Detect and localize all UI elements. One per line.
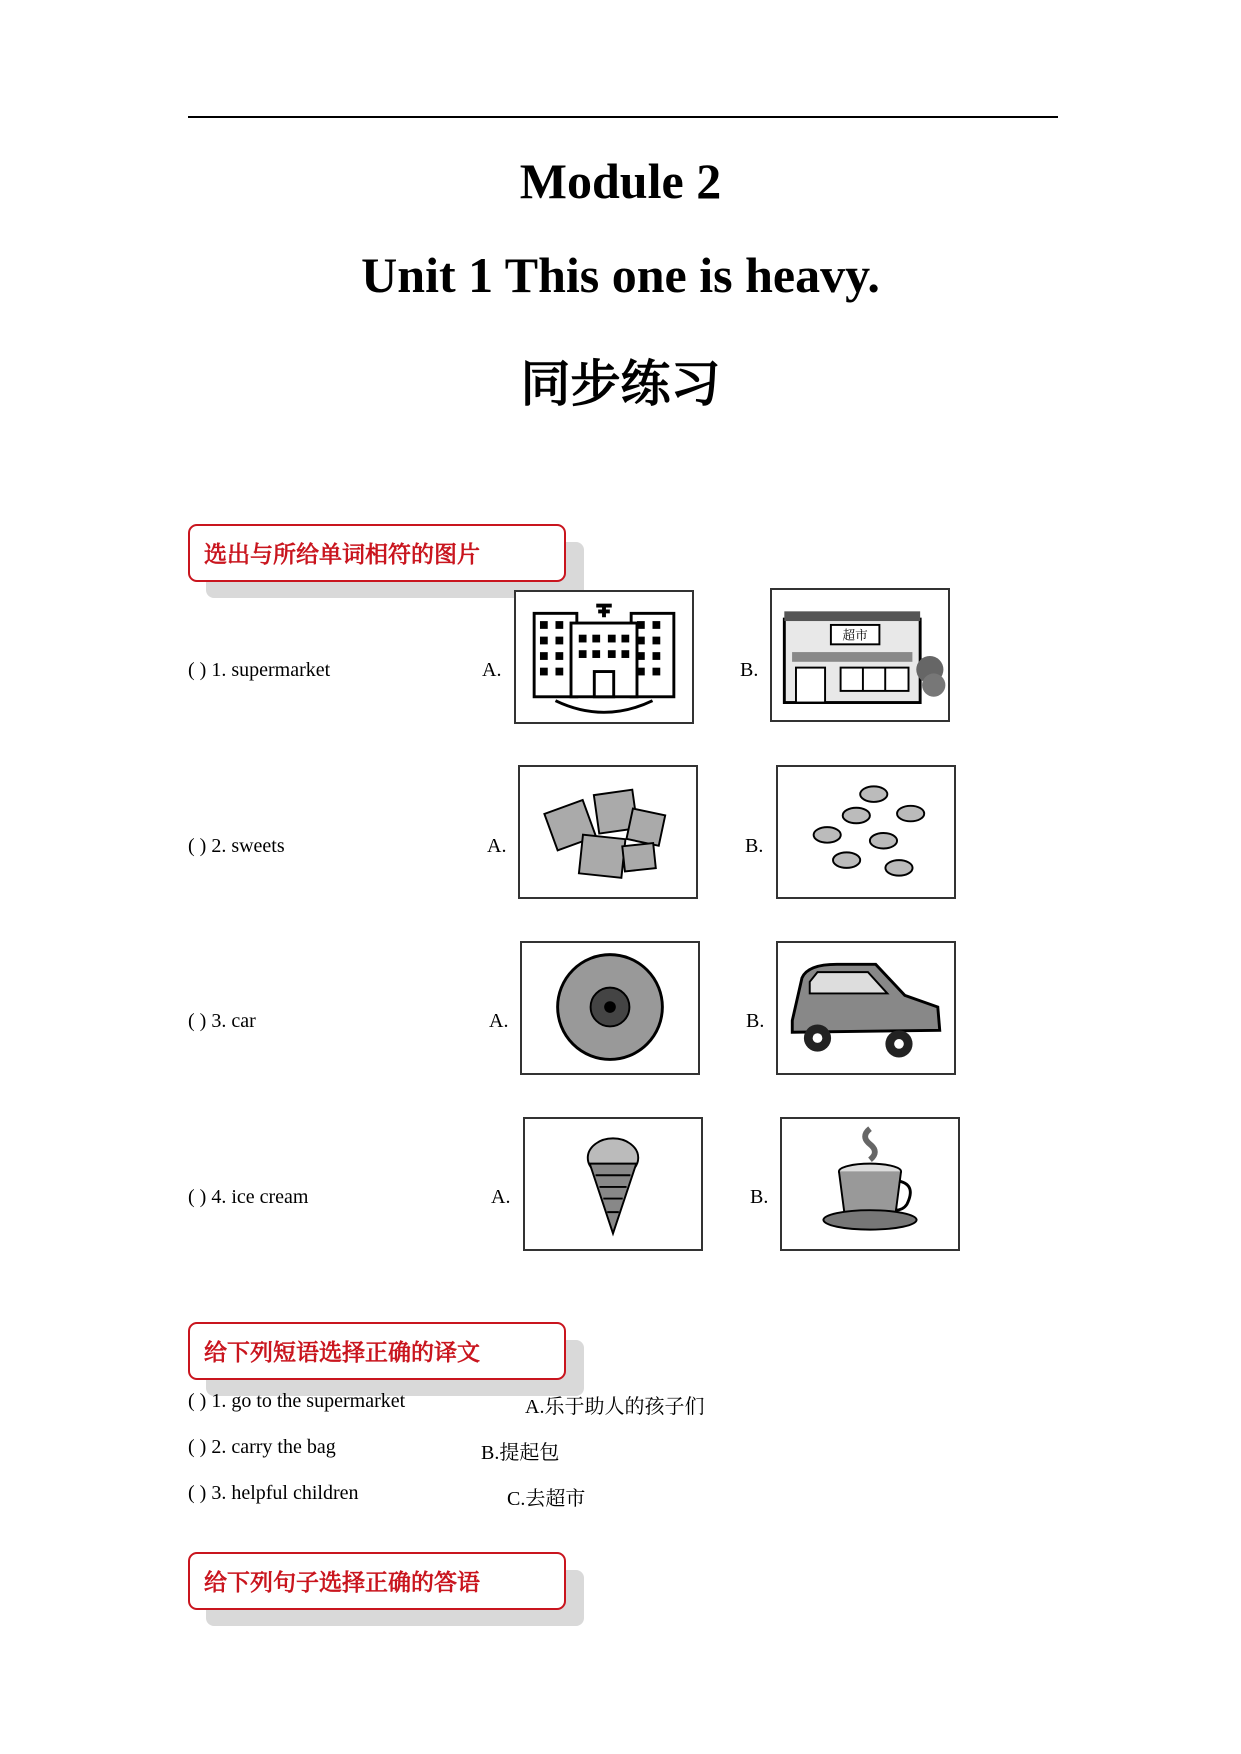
q3-option-a-label: A. <box>489 1010 509 1032</box>
section3-header <box>188 1552 566 1608</box>
question-1: ( ) 1. supermarket <box>188 659 331 681</box>
question-3: ( ) 3. car <box>188 1010 256 1032</box>
section2-header <box>188 1322 566 1378</box>
translation-b: B.提起包 <box>481 1442 560 1464</box>
supermarket-sign: 超市 <box>842 627 868 643</box>
translation-a: A.乐于助人的孩子们 <box>525 1396 705 1418</box>
q2-option-b-label: B. <box>745 835 764 857</box>
phrase-3: ( ) 3. helpful children <box>188 1482 359 1504</box>
q2-option-a-label: A. <box>487 835 507 857</box>
q1-option-a-label: A. <box>482 659 502 681</box>
question-4: ( ) 4. ice cream <box>188 1186 309 1208</box>
hospital-icon[interactable] <box>514 590 694 724</box>
phrase-1: ( ) 1. go to the supermarket <box>188 1390 406 1412</box>
candies-icon[interactable] <box>776 765 956 899</box>
section3-title: 给下列句子选择正确的答语 <box>204 1570 480 1596</box>
supermarket-icon[interactable] <box>770 588 950 722</box>
phrase-2: ( ) 2. carry the bag <box>188 1436 336 1458</box>
tea-cup-icon[interactable] <box>780 1117 960 1251</box>
translation-c: C.去超市 <box>507 1488 586 1510</box>
question-2: ( ) 2. sweets <box>188 835 285 857</box>
disc-icon[interactable] <box>520 941 700 1075</box>
biscuits-icon[interactable] <box>518 765 698 899</box>
q1-option-b-label: B. <box>740 659 759 681</box>
q4-option-a-label: A. <box>491 1186 511 1208</box>
module-title: Module 2 <box>519 153 722 209</box>
subtitle: 同步练习 <box>520 355 721 413</box>
top-rule <box>188 116 1058 118</box>
ice-cream-icon[interactable] <box>523 1117 703 1251</box>
q4-option-b-label: B. <box>750 1186 769 1208</box>
unit-title: Unit 1 This one is heavy. <box>361 247 880 303</box>
section2-title: 给下列短语选择正确的译文 <box>204 1340 480 1366</box>
car-icon[interactable] <box>776 941 956 1075</box>
section1-title: 选出与所给单词相符的图片 <box>204 542 480 568</box>
q3-option-b-label: B. <box>746 1010 765 1032</box>
section1-header <box>188 524 566 580</box>
